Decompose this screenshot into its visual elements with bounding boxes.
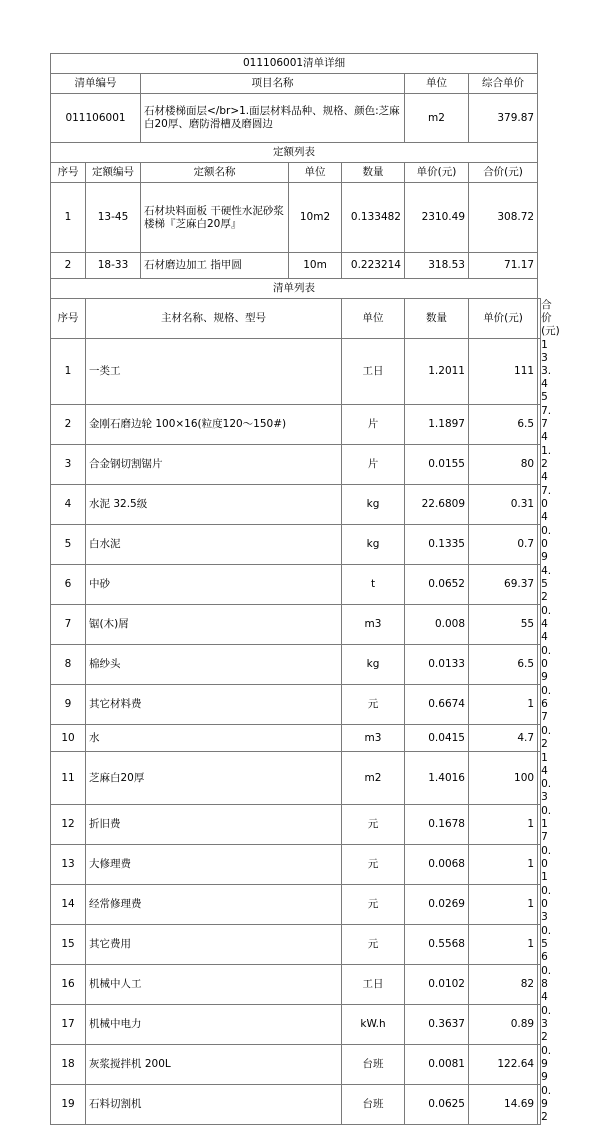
material-name: 水泥 32.5级 — [86, 485, 342, 525]
material-name: 折旧费 — [86, 805, 342, 845]
material-price: 69.37 — [469, 565, 538, 605]
materials-body — [51, 339, 552, 1125]
quota-col-no: 序号 — [51, 163, 86, 183]
material-qty: 1.2011 — [405, 339, 469, 405]
material-price: 1 — [469, 845, 538, 885]
material-row — [51, 885, 541, 925]
material-qty: 0.1678 — [405, 805, 469, 845]
material-price: 122.64 — [469, 1045, 538, 1085]
material-unit: 元 — [342, 685, 405, 725]
material-unit: m3 — [342, 725, 405, 752]
material-qty: 0.3637 — [405, 1005, 469, 1045]
material-no: 14 — [51, 885, 86, 925]
material-unit: 元 — [342, 845, 405, 885]
quota-name: 石材块料面板 干硬性水泥砂浆 楼梯『芝麻白20厚』 — [141, 183, 289, 253]
material-no: 5 — [51, 525, 86, 565]
quota-col-total: 合价(元) — [469, 163, 538, 183]
material-name: 经常修理费 — [86, 885, 342, 925]
material-no: 7 — [51, 605, 86, 645]
material-price: 1 — [469, 685, 538, 725]
material-no: 9 — [51, 685, 86, 725]
material-no: 13 — [51, 845, 86, 885]
quota-no: 2 — [51, 253, 86, 279]
material-price: 1 — [469, 805, 538, 845]
material-qty: 0.0652 — [405, 565, 469, 605]
material-name: 机械中人工 — [86, 965, 342, 1005]
item-unit: m2 — [405, 94, 469, 143]
material-price: 0.7 — [469, 525, 538, 565]
quota-row — [51, 253, 541, 279]
material-name: 石料切割机 — [86, 1085, 342, 1125]
material-qty: 0.0081 — [405, 1045, 469, 1085]
material-total: 0.09 — [538, 645, 541, 685]
material-unit: kg — [342, 645, 405, 685]
material-total: 0.84 — [538, 965, 541, 1005]
item-price: 379.87 — [469, 94, 538, 143]
material-row — [51, 405, 541, 445]
material-qty: 0.0068 — [405, 845, 469, 885]
material-row — [51, 925, 541, 965]
material-total: 0.67 — [538, 685, 541, 725]
materials-col-no: 序号 — [51, 299, 86, 339]
material-qty: 0.0102 — [405, 965, 469, 1005]
material-price: 0.89 — [469, 1005, 538, 1045]
materials-col-unit: 单位 — [342, 299, 405, 339]
material-price: 100 — [469, 752, 538, 805]
quota-unit: 10m2 — [289, 183, 342, 253]
material-row — [51, 752, 541, 805]
material-unit: 台班 — [342, 1045, 405, 1085]
material-row — [51, 605, 541, 645]
material-unit: 工日 — [342, 339, 405, 405]
material-no: 11 — [51, 752, 86, 805]
material-unit: 元 — [342, 885, 405, 925]
item-row — [51, 94, 541, 143]
material-total: 0.2 — [538, 725, 541, 752]
quota-col-price: 单价(元) — [405, 163, 469, 183]
material-price: 1 — [469, 885, 538, 925]
material-row — [51, 339, 541, 405]
material-name: 机械中电力 — [86, 1005, 342, 1045]
material-total: 140.3 — [538, 752, 541, 805]
quota-price: 2310.49 — [405, 183, 469, 253]
item-name: 石材楼梯面层</br>1.面层材料品种、规格、颜色:芝麻白20厚、磨防滑槽及磨圆边 — [141, 94, 405, 143]
material-price: 6.5 — [469, 405, 538, 445]
material-unit: 片 — [342, 405, 405, 445]
material-unit: 元 — [342, 805, 405, 845]
material-row — [51, 725, 541, 752]
material-price: 14.69 — [469, 1085, 538, 1125]
material-row — [51, 1045, 541, 1085]
material-total: 133.45 — [538, 339, 541, 405]
quota-col-code: 定额编号 — [86, 163, 141, 183]
material-price: 6.5 — [469, 645, 538, 685]
quota-no: 1 — [51, 183, 86, 253]
materials-section-title: 清单列表 — [51, 279, 538, 299]
material-row — [51, 565, 541, 605]
material-row — [51, 685, 541, 725]
material-no: 16 — [51, 965, 86, 1005]
material-row — [51, 845, 541, 885]
quota-section-title: 定额列表 — [51, 143, 538, 163]
material-name: 白水泥 — [86, 525, 342, 565]
material-total: 0.44 — [538, 605, 541, 645]
material-no: 15 — [51, 925, 86, 965]
material-qty: 0.008 — [405, 605, 469, 645]
material-name: 其它费用 — [86, 925, 342, 965]
material-row — [51, 1005, 541, 1045]
material-row — [51, 805, 541, 845]
material-no: 1 — [51, 339, 86, 405]
material-no: 3 — [51, 445, 86, 485]
quota-qty: 0.133482 — [342, 183, 405, 253]
material-row — [51, 525, 541, 565]
material-total: 0.99 — [538, 1045, 541, 1085]
material-name: 金刚石磨边轮 100×16(粒度120～150#) — [86, 405, 342, 445]
item-header-row — [51, 74, 541, 94]
material-total: 0.92 — [538, 1085, 541, 1125]
quota-header-row — [51, 163, 541, 183]
material-qty: 0.0415 — [405, 725, 469, 752]
quota-name: 石材磨边加工 指甲圆 — [141, 253, 289, 279]
material-price: 0.31 — [469, 485, 538, 525]
material-unit: 片 — [342, 445, 405, 485]
quota-col-qty: 数量 — [342, 163, 405, 183]
quota-col-unit: 单位 — [289, 163, 342, 183]
material-unit: m3 — [342, 605, 405, 645]
material-unit: 工日 — [342, 965, 405, 1005]
material-unit: 台班 — [342, 1085, 405, 1125]
material-qty: 0.0625 — [405, 1085, 469, 1125]
item-code: 011106001 — [51, 94, 141, 143]
material-price: 111 — [469, 339, 538, 405]
material-qty: 1.4016 — [405, 752, 469, 805]
quota-code: 13-45 — [86, 183, 141, 253]
material-total: 7.04 — [538, 485, 541, 525]
quota-col-name: 定额名称 — [141, 163, 289, 183]
material-qty: 0.5568 — [405, 925, 469, 965]
material-row — [51, 445, 541, 485]
material-no: 6 — [51, 565, 86, 605]
material-name: 其它材料费 — [86, 685, 342, 725]
quota-price: 318.53 — [405, 253, 469, 279]
material-name: 棉纱头 — [86, 645, 342, 685]
quota-total: 71.17 — [469, 253, 538, 279]
unit-header: 单位 — [405, 74, 469, 94]
material-name: 灰浆搅拌机 200L — [86, 1045, 342, 1085]
material-total: 4.52 — [538, 565, 541, 605]
materials-header-row — [51, 299, 541, 339]
materials-col-qty: 数量 — [405, 299, 469, 339]
material-qty: 0.6674 — [405, 685, 469, 725]
material-name: 中砂 — [86, 565, 342, 605]
material-qty: 0.1335 — [405, 525, 469, 565]
material-total: 7.74 — [538, 405, 541, 445]
material-no: 19 — [51, 1085, 86, 1125]
boq-detail-table — [50, 53, 560, 1125]
material-name: 水 — [86, 725, 342, 752]
material-qty: 0.0269 — [405, 885, 469, 925]
material-unit: m2 — [342, 752, 405, 805]
table-title: 011106001清单详细 — [51, 54, 538, 74]
quota-code: 18-33 — [86, 253, 141, 279]
material-row — [51, 485, 541, 525]
material-total: 0.56 — [538, 925, 541, 965]
material-qty: 22.6809 — [405, 485, 469, 525]
quota-row — [51, 183, 541, 253]
material-qty: 0.0133 — [405, 645, 469, 685]
quota-total: 308.72 — [469, 183, 538, 253]
material-total: 0.09 — [538, 525, 541, 565]
price-header: 综合单价 — [469, 74, 538, 94]
material-name: 大修理费 — [86, 845, 342, 885]
material-row — [51, 1085, 541, 1125]
quota-section-row — [51, 143, 541, 163]
material-total: 0.03 — [538, 885, 541, 925]
material-name: 锯(木)屑 — [86, 605, 342, 645]
material-unit: 元 — [342, 925, 405, 965]
material-price: 82 — [469, 965, 538, 1005]
materials-col-name: 主材名称、规格、型号 — [86, 299, 342, 339]
materials-section-row — [51, 279, 541, 299]
material-total: 1.24 — [538, 445, 541, 485]
material-price: 1 — [469, 925, 538, 965]
material-unit: kW.h — [342, 1005, 405, 1045]
name-header: 项目名称 — [141, 74, 405, 94]
material-no: 12 — [51, 805, 86, 845]
material-no: 18 — [51, 1045, 86, 1085]
material-unit: kg — [342, 525, 405, 565]
material-name: 芝麻白20厚 — [86, 752, 342, 805]
materials-col-price: 单价(元) — [469, 299, 538, 339]
material-no: 17 — [51, 1005, 86, 1045]
material-name: 一类工 — [86, 339, 342, 405]
material-no: 4 — [51, 485, 86, 525]
material-row — [51, 965, 541, 1005]
material-price: 80 — [469, 445, 538, 485]
title-row — [51, 54, 541, 74]
material-total: 0.32 — [538, 1005, 541, 1045]
materials-col-total: 合价(元) — [538, 299, 541, 339]
material-qty: 0.0155 — [405, 445, 469, 485]
material-row — [51, 645, 541, 685]
code-header: 清单编号 — [51, 74, 141, 94]
material-qty: 1.1897 — [405, 405, 469, 445]
material-total: 0.17 — [538, 805, 541, 845]
material-unit: t — [342, 565, 405, 605]
material-name: 合金钢切割锯片 — [86, 445, 342, 485]
material-price: 55 — [469, 605, 538, 645]
material-no: 8 — [51, 645, 86, 685]
material-no: 10 — [51, 725, 86, 752]
material-total: 0.01 — [538, 845, 541, 885]
material-unit: kg — [342, 485, 405, 525]
quota-qty: 0.223214 — [342, 253, 405, 279]
material-no: 2 — [51, 405, 86, 445]
material-price: 4.7 — [469, 725, 538, 752]
quota-unit: 10m — [289, 253, 342, 279]
